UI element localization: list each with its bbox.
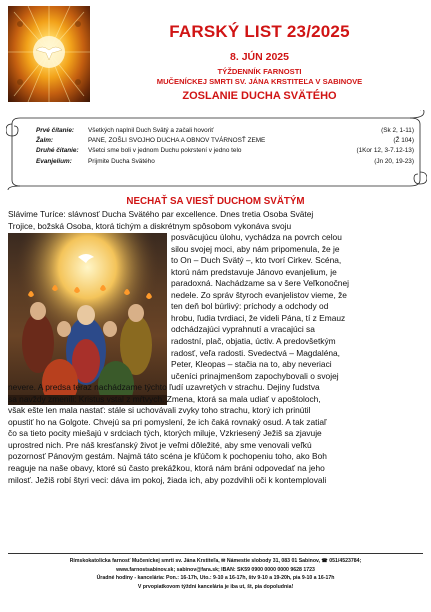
footer-office-hours: Úradné hodiny - kancelária: Pon.: 16-17h, Uto.: 9-10 a 16-17h, štv 9-10 a 19-20h, pia 9-10 a 16-17h <box>96 575 335 582</box>
issue-date: 8. JÚN 2025 <box>230 51 289 63</box>
reading-label: Druhé čítanie: <box>36 147 79 155</box>
footer <box>8 557 423 591</box>
reading-text: Prijmite Ducha Svätého <box>88 157 155 165</box>
article-line: odchádzajúci vyprahnutí a vracajúci sa <box>171 324 315 335</box>
article-line: paradoxná. Nachádzame sa v šere Veľkonočnej <box>171 278 349 289</box>
reading-row <box>36 146 414 156</box>
article-line: sa navždy zmenili: Kristus vstal z mŕtvych. Zmena, ktorá sa mala udiať v apoštoloch, <box>8 393 321 404</box>
article-line: pozornosť Pánovým gestám. Najmä táto scéna je kľúčom k pochopeniu toho, ako Boh <box>8 451 327 462</box>
reading-text: Všetkých naplnil Duch Svätý a začali hovoriť <box>88 127 214 134</box>
article-line: Peter, Kleopas – stačia na to, aby neveriaci <box>171 359 332 370</box>
reading-reference: (Ž 104) <box>393 137 414 145</box>
reading-label: Žalm: <box>36 137 54 145</box>
article-line: ktorú nám predstavuje Jánovo evanjelium, je <box>171 266 337 277</box>
reading-row <box>36 157 414 167</box>
article-line: Slávime Turíce: slávnosť Ducha Svätého par excellence. Dnes tretia Osoba Svätej <box>8 209 314 219</box>
article-line: radostní, plač, objatia, úctiv. A predovšetkým <box>171 336 336 347</box>
reading-row <box>36 126 414 136</box>
article-line: ten deň bol búrlivý: príchody a odchody od <box>171 301 329 312</box>
footer-divider <box>8 553 423 554</box>
article-line: to On – Duch Svätý –, kto tvorí Cirkev. Scéna, <box>171 255 342 266</box>
article-line: nedele. Zo správ štyroch evanjelistov vieme, že <box>171 289 347 300</box>
weekly-subtitle: TÝŽDENNÍK FARNOSTI <box>217 67 302 76</box>
article-line: čo sa tieto pocity miešajú v srdciach tých, ktorých miluje, Vzkriesený Ježiš sa zjavuje <box>8 428 322 439</box>
holy-spirit-window-image <box>8 6 90 102</box>
article-line: však ešte len mala nastať: stále si uchovávali zvyky toho strachu, ktorý ich prinútil <box>8 405 311 416</box>
footer-contacts: www.farnostsabinov.sk; sabinov@fara.sk; IBAN: SK59 0900 0000 0000 9628 1723 <box>116 566 315 573</box>
article-line: reaguje na naše obavy, ktoré sú často prekážkou, ktorá nám bráni odpovedať na jeho <box>8 463 325 474</box>
reading-reference: (Jn 20, 19-23) <box>374 157 414 165</box>
feast-name: ZOSLANIE DUCHA SVÄTÉHO <box>182 90 337 102</box>
newsletter-title: FARSKÝ LIST 23/2025 <box>169 22 350 41</box>
article-line: silou svojej moci, aby nám pripomenula, že je <box>171 243 340 254</box>
section-heading: NECHAŤ SA VIESŤ DUCHOM SVÄTÝM <box>126 196 305 207</box>
reading-label: Prvé čítanie: <box>36 127 75 134</box>
dove-icon <box>8 6 90 102</box>
reading-row <box>36 136 414 146</box>
article-line: posväcujúcu úlohu, vychádza na povrch celou <box>171 232 342 243</box>
article-line: Trojice, božská Osoba, ktorá tichým a diskrétnym spôsobom vykonáva svoju <box>8 220 292 231</box>
article-line: radosť, veľa radosti. Svedectvá – Magdaléna, <box>171 347 340 358</box>
footer-address: Rímskokatolícka farnosť Mučeníckej smrti sv. Jána Krstiteľa, ✉ Námestie slobody 31, 083 01 Sabinov, ☎ 051/4523784; <box>69 558 362 564</box>
readings-list <box>36 126 414 167</box>
article-line: opustiť ho na Golgote. Chvejú sa pri pomyslení, že ich čaká rovnaký osud. A tak zatiaľ <box>8 416 327 427</box>
footer-note: V prvopiatkovom týždni kancelária je iba ut, št, pia dopoludnia! <box>137 583 294 590</box>
article-line: nevere. A predsa teraz nachádzame týchto ľudí uzavretých v strachu. Dejiny ľudstva <box>8 382 320 393</box>
article-line: hrobu, ľudia tvrdiaci, že videli Pána, tí z Emauz <box>171 312 346 323</box>
reading-text: Všetci sme boli v jednom Duchu pokrstení v jedno telo <box>88 147 242 155</box>
parish-name: MUČENÍCKEJ SMRTI SV. JÁNA KRSTITEĽA V SABINOVE <box>156 77 363 86</box>
reading-reference: (1Kor 12, 3-7.12-13) <box>356 147 414 155</box>
reading-label: Evanjelium: <box>36 157 72 165</box>
article-line: uprostred nich. Pre náš kresťanský život je veľmi dôležité, aby sme venovali veľkú <box>8 439 312 450</box>
reading-reference: (Sk 2, 1-11) <box>381 127 414 134</box>
article-body <box>8 209 423 486</box>
reading-text: PANE, ZOŠLI SVOJHO DUCHA A OBNOV TVÁRNOSŤ ZEME <box>88 137 266 145</box>
article-line: milosť. Ježiš robí štyri veci: dáva im pokoj, žiada ich, aby pozdvihli oči k kontemplovali <box>8 474 327 485</box>
article-line: učeníci prinajmenšom zapochybovali o svojej <box>171 370 339 381</box>
